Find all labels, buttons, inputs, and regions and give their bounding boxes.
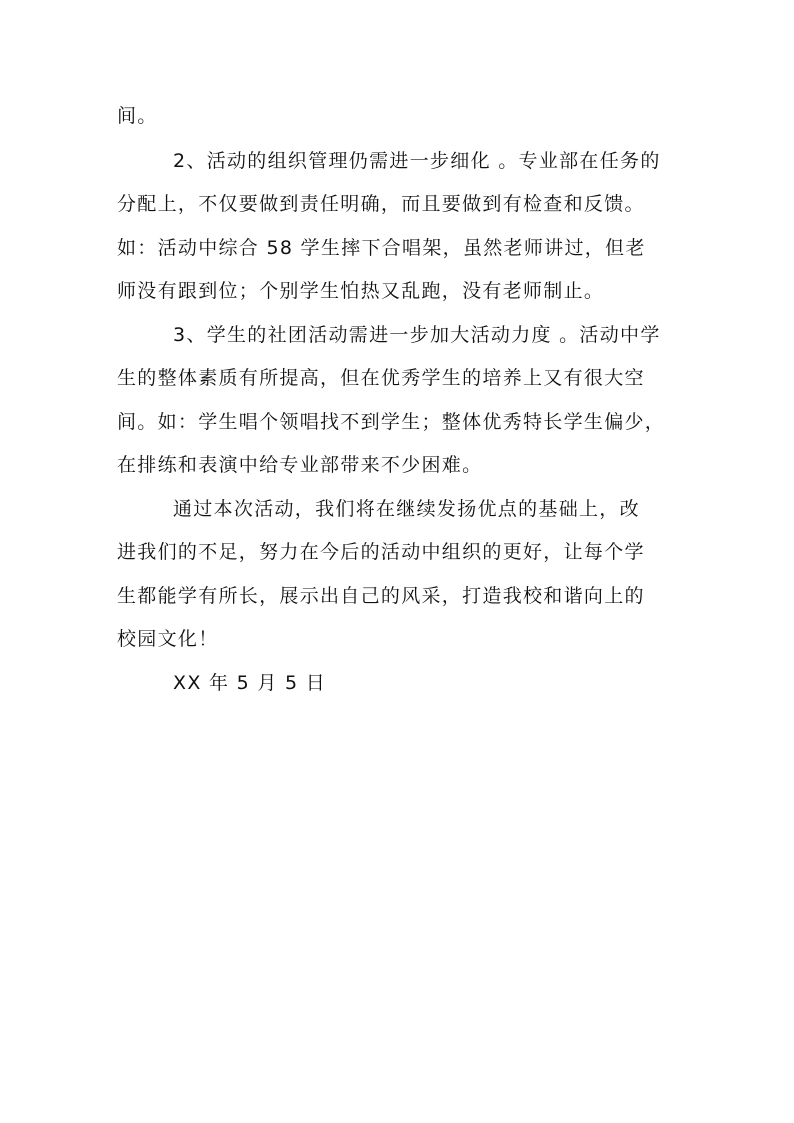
text-line: 2、活动的组织管理仍需进一步细化 。专业部在任务的 [173, 150, 661, 172]
text-line: 进我们的不足，努力在今后的活动中组织的更好，让每个学 [117, 541, 645, 563]
text-line: 分配上，不仅要做到责任明确，而且要做到有检查和反馈。 [117, 193, 645, 215]
text-line: 间。 [117, 105, 158, 127]
text-line: 生的整体素质有所提高，但在优秀学生的培养上又有很大空 [117, 367, 645, 389]
text-line: 校园文化！ [117, 628, 219, 650]
text-line: 师没有跟到位；个别学生怕热又乱跑，没有老师制止。 [117, 280, 605, 302]
text-line: 通过本次活动，我们将在继续发扬优点的基础上，改 [173, 498, 640, 520]
text-line: 如：活动中综合 58 学生摔下合唱架，虽然老师讲过，但老 [117, 237, 646, 259]
text-line: 间。如：学生唱个领唱找不到学生；整体优秀特长学生偏少， [117, 411, 666, 433]
text-line: 3、学生的社团活动需进一步加大活动力度 。活动中学 [173, 324, 661, 346]
date-line: XX 年 5 月 5 日 [173, 672, 327, 694]
text-line: 生都能学有所长，展示出自己的风采，打造我校和谐向上的 [117, 585, 645, 607]
text-line: 在排练和表演中给专业部带来不少困难。 [117, 454, 483, 476]
